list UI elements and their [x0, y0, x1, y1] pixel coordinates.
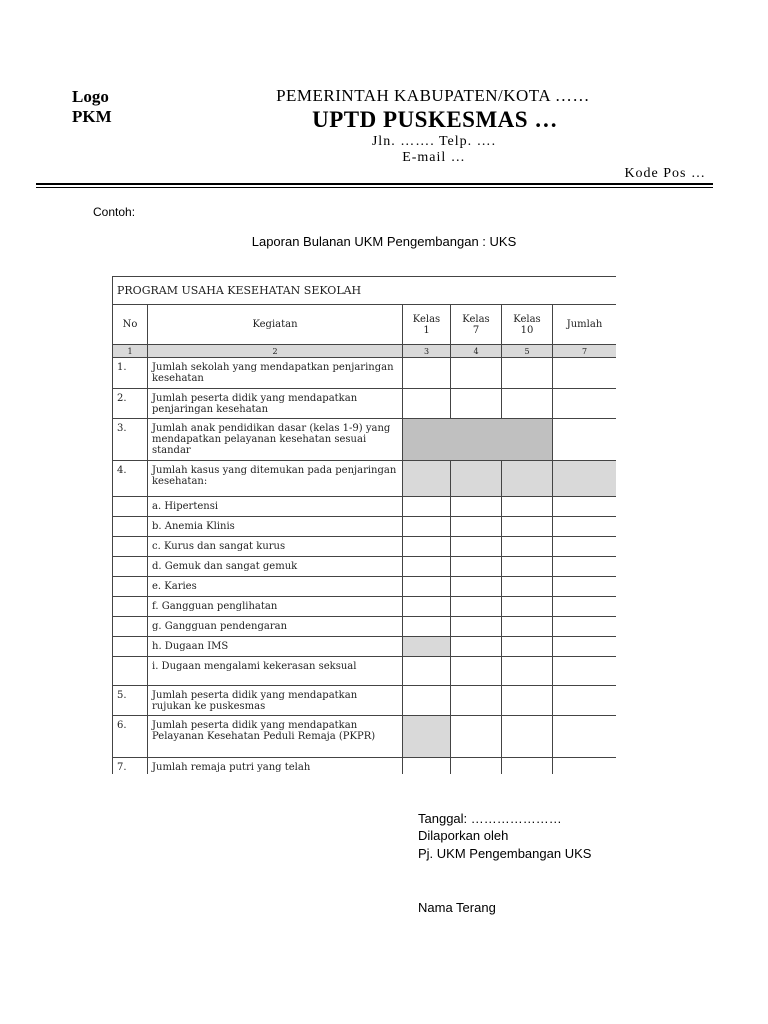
row-activity: Jumlah sekolah yang mendapatkan penjaringan kesehatan	[148, 358, 403, 389]
cell	[502, 389, 553, 419]
signature-position: Pj. UKM Pengembangan UKS	[418, 846, 592, 861]
row-activity: f. Gangguan penglihatan	[148, 597, 403, 617]
column-number: 7	[553, 345, 617, 358]
cell	[451, 497, 502, 517]
row-number	[113, 597, 148, 617]
uks-table	[112, 276, 616, 774]
cell	[553, 537, 617, 557]
cell	[553, 577, 617, 597]
cell	[403, 497, 451, 517]
cell	[553, 517, 617, 537]
row-activity: Jumlah kasus yang ditemukan pada penjaringan kesehatan:	[148, 461, 403, 497]
row-activity: h. Dugaan IMS	[148, 637, 403, 657]
logo-line-2: PKM	[72, 107, 112, 126]
uks-table-image	[112, 276, 616, 774]
shaded-cell	[451, 461, 502, 497]
row-activity: c. Kurus dan sangat kurus	[148, 537, 403, 557]
row-number	[113, 637, 148, 657]
address-line: Jln. ……. Telp. ….	[371, 134, 497, 149]
row-activity: Jumlah peserta didik yang mendapatkan rujukan ke puskesmas	[148, 686, 403, 716]
cell	[553, 637, 617, 657]
cell	[403, 686, 451, 716]
cell	[451, 389, 502, 419]
cell	[451, 617, 502, 637]
column-number: 5	[502, 345, 553, 358]
row-number: 7.	[113, 758, 148, 775]
example-label: Contoh:	[93, 205, 136, 219]
table-row	[113, 461, 617, 497]
cell	[502, 637, 553, 657]
email-line: E-mail …	[402, 150, 466, 165]
row-activity: i. Dugaan mengalami kekerasan seksual	[148, 657, 403, 686]
cell	[403, 758, 451, 775]
cell	[553, 617, 617, 637]
shaded-cell	[403, 637, 451, 657]
cell	[451, 686, 502, 716]
table-row	[113, 617, 617, 637]
table-row	[113, 657, 617, 686]
row-activity: d. Gemuk dan sangat gemuk	[148, 557, 403, 577]
report-title: Laporan Bulanan UKM Pengembangan : UKS	[251, 234, 517, 249]
table-row	[113, 389, 617, 419]
cell	[451, 537, 502, 557]
column-number: 2	[148, 345, 403, 358]
cell	[451, 577, 502, 597]
cell	[553, 716, 617, 758]
table-row	[113, 577, 617, 597]
cell	[502, 597, 553, 617]
signature-reported-by: Dilaporkan oleh	[418, 828, 509, 843]
row-activity: Jumlah anak pendidikan dasar (kelas 1-9) yang mendapatkan pelayanan kesehatan sesuai standar	[148, 419, 403, 461]
cell	[403, 597, 451, 617]
cell	[502, 517, 553, 537]
shaded-cell	[403, 461, 451, 497]
row-number: 5.	[113, 686, 148, 716]
column-number: 3	[403, 345, 451, 358]
header-kelas-7: Kelas 7	[451, 305, 502, 345]
letterhead-rule-thick	[36, 183, 713, 185]
cell	[403, 537, 451, 557]
cell	[502, 686, 553, 716]
header-kegiatan: Kegiatan	[148, 305, 403, 345]
row-number	[113, 537, 148, 557]
shaded-cell	[403, 419, 553, 461]
cell	[502, 657, 553, 686]
row-number	[113, 657, 148, 686]
cell	[403, 389, 451, 419]
cell	[451, 716, 502, 758]
cell	[502, 716, 553, 758]
row-activity: e. Karies	[148, 577, 403, 597]
row-number	[113, 617, 148, 637]
cell	[502, 758, 553, 775]
column-number: 4	[451, 345, 502, 358]
shaded-cell	[553, 461, 617, 497]
cell	[502, 497, 553, 517]
row-activity: b. Anemia Klinis	[148, 517, 403, 537]
table-row	[113, 716, 617, 758]
cell	[451, 358, 502, 389]
cell	[403, 557, 451, 577]
shaded-cell	[403, 716, 451, 758]
row-number	[113, 497, 148, 517]
cell	[451, 557, 502, 577]
cell	[553, 597, 617, 617]
signature-date: Tanggal: …………………	[418, 811, 562, 826]
cell	[502, 577, 553, 597]
cell	[451, 657, 502, 686]
row-activity: Jumlah remaja putri yang telah	[148, 758, 403, 775]
column-number-row	[113, 345, 617, 358]
row-activity: g. Gangguan pendengaran	[148, 617, 403, 637]
cell	[403, 577, 451, 597]
header-jumlah: Jumlah	[553, 305, 617, 345]
cell	[403, 358, 451, 389]
cell	[553, 358, 617, 389]
cell	[451, 637, 502, 657]
header-kelas-1: Kelas 1	[403, 305, 451, 345]
header-row	[113, 305, 617, 345]
cell	[502, 617, 553, 637]
table-row	[113, 517, 617, 537]
cell	[553, 758, 617, 775]
column-number: 1	[113, 345, 148, 358]
cell	[403, 617, 451, 637]
program-title-row	[113, 277, 617, 305]
signature-name: Nama Terang	[418, 900, 496, 915]
cell	[451, 597, 502, 617]
row-number	[113, 517, 148, 537]
row-number: 1.	[113, 358, 148, 389]
table-row	[113, 419, 617, 461]
row-number: 3.	[113, 419, 148, 461]
cell	[553, 657, 617, 686]
cell	[502, 358, 553, 389]
header-no: No	[113, 305, 148, 345]
government-title: PEMERINTAH KABUPATEN/KOTA ……	[276, 86, 590, 105]
cell	[403, 517, 451, 537]
cell	[403, 657, 451, 686]
table-row	[113, 637, 617, 657]
table-row	[113, 537, 617, 557]
shaded-cell	[502, 461, 553, 497]
row-activity: Jumlah peserta didik yang mendapatkan Pelayanan Kesehatan Peduli Remaja (PKPR)	[148, 716, 403, 758]
institution-title: UPTD PUSKESMAS …	[312, 107, 558, 132]
table-row	[113, 497, 617, 517]
cell	[553, 686, 617, 716]
row-number	[113, 557, 148, 577]
cell	[451, 517, 502, 537]
row-activity: a. Hipertensi	[148, 497, 403, 517]
row-number: 4.	[113, 461, 148, 497]
row-number: 6.	[113, 716, 148, 758]
cell	[502, 537, 553, 557]
header-kelas-10: Kelas 10	[502, 305, 553, 345]
postal-code: Kode Pos …	[624, 166, 706, 181]
logo-line-1: Logo	[72, 87, 109, 106]
table-row	[113, 358, 617, 389]
row-activity: Jumlah peserta didik yang mendapatkan penjaringan kesehatan	[148, 389, 403, 419]
table-row	[113, 597, 617, 617]
program-title: PROGRAM USAHA KESEHATAN SEKOLAH	[113, 277, 617, 305]
row-number: 2.	[113, 389, 148, 419]
cell	[553, 497, 617, 517]
row-number	[113, 577, 148, 597]
cell	[553, 557, 617, 577]
cell	[451, 758, 502, 775]
cell	[553, 389, 617, 419]
table-row	[113, 686, 617, 716]
table-row	[113, 557, 617, 577]
letterhead-rule-thin	[36, 187, 713, 188]
table-row	[113, 758, 617, 775]
cell	[502, 557, 553, 577]
cell	[553, 419, 617, 461]
